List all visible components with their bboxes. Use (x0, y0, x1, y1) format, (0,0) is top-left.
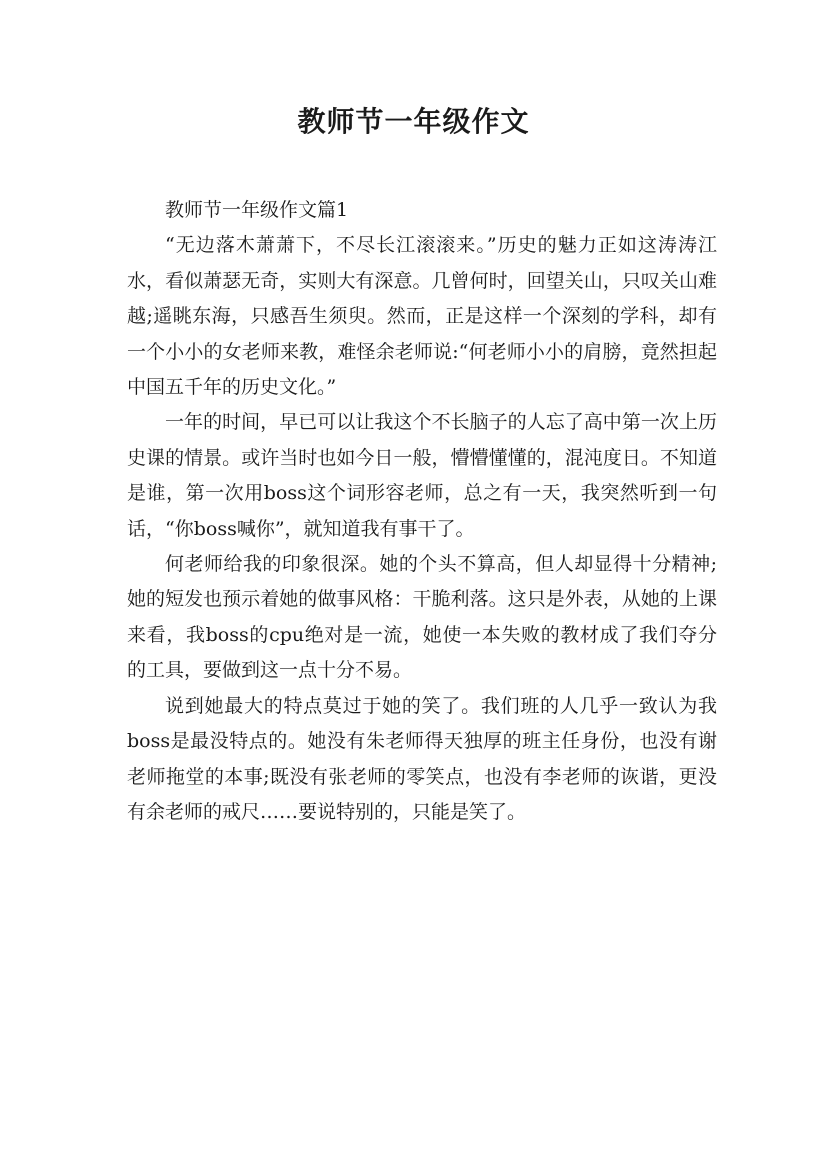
section-heading: 教师节一年级作文篇1 (165, 199, 349, 221)
paragraph-2: 一年的时间，早已可以让我这个不长脑子的人忘了高中第一次上历史课的情景。或许当时也如今日一般，懵懵懂懂的，混沌度日。不知道是谁，第一次用boss这个词形容老师，总之有一天，我突然听到一句话，“你boss喊你”，就知道我有事干了。 (127, 411, 717, 540)
document-title: 教师节一年级作文 (297, 105, 530, 138)
paragraph-1: “无边落木萧萧下，不尽长江滚滚来。”历史的魅力正如这涛涛江水，看似萧瑟无奇，实则大有深意。几曾何时，回望关山，只叹关山难越;遥眺东海，只感吾生须臾。然而，正是这样一个深刻的学科，却有一个小小的女老师来教，难怪余老师说:“何老师小小的肩膀，竟然担起中国五千年的历史文化。” (127, 234, 717, 399)
paragraph-3: 何老师给我的印象很深。她的个头不算高，但人却显得十分精神;她的短发也预示着她的做事风格：干脆利落。这只是外表，从她的上课来看，我boss的cpu绝对是一流，她使一本失败的教材成了我们夺分的工具，要做到这一点十分不易。 (127, 553, 717, 682)
paragraph-4: 说到她最大的特点莫过于她的笑了。我们班的人几乎一致认为我boss是最没特点的。她没有朱老师得天独厚的班主任身份，也没有谢老师拖堂的本事;既没有张老师的零笑点，也没有李老师的诙谐，更没有余老师的戒尺……要说特别的，只能是笑了。 (127, 694, 717, 823)
document-body (127, 193, 717, 830)
